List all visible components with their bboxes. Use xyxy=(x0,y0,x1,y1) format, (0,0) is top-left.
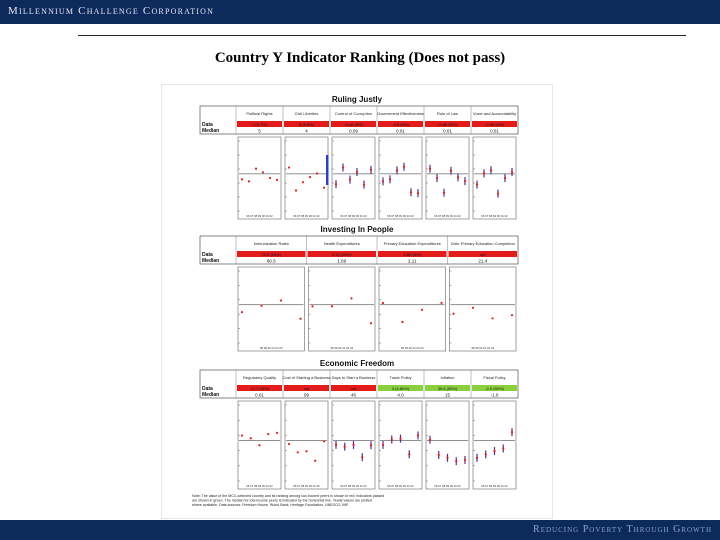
economic-freedom-data-point xyxy=(241,434,243,436)
ruling-justly-data-point xyxy=(457,176,459,178)
ruling-justly-data-point xyxy=(483,172,485,174)
investing-in-people-data-point xyxy=(280,299,282,301)
ruling-justly-median-value: 0.09 xyxy=(349,128,358,134)
ruling-justly-median-value: 4 xyxy=(305,128,308,134)
economic-freedom-data-point xyxy=(370,444,372,446)
investing-in-people-row-data-label: Data xyxy=(202,252,213,258)
investing-in-people-data-point xyxy=(241,311,243,313)
ruling-justly-data-point xyxy=(288,166,290,168)
investing-in-people-data-point xyxy=(452,313,454,315)
ruling-justly-median-value: 0.01 xyxy=(490,128,499,134)
investing-in-people-median-value: 2.11 xyxy=(408,258,417,264)
economic-freedom-plot-panel xyxy=(379,401,422,489)
investing-in-people-data-point xyxy=(401,321,403,323)
ruling-justly-data-point xyxy=(316,172,318,174)
ruling-justly-col-label: Rule of Law xyxy=(436,111,459,116)
economic-freedom-plot-panel xyxy=(426,401,469,489)
ruling-justly-data-point xyxy=(450,170,452,172)
ruling-justly-data-point xyxy=(429,168,431,170)
investing-in-people-median-value: 80.5 xyxy=(266,258,276,264)
economic-freedom-data-value: -0.71 (8%) xyxy=(250,386,269,391)
economic-freedom-data-point xyxy=(361,456,363,458)
economic-freedom-x-tick-label: 96 97 98 99 00 01 02 xyxy=(340,484,367,488)
investing-in-people-data-value: 0.70 (18%) xyxy=(331,252,352,257)
economic-freedom-median-value: 46 xyxy=(350,392,357,398)
ruling-justly-data-value: -0.88 (5%) xyxy=(438,122,457,127)
investing-in-people-plot-panel xyxy=(450,267,517,351)
economic-freedom-x-tick-label: 96 97 98 99 00 01 02 xyxy=(434,484,461,488)
economic-freedom-col-label: Inflation xyxy=(440,375,455,380)
ruling-justly-data-point xyxy=(403,166,405,168)
footer-bar xyxy=(0,520,720,540)
investing-in-people-data-point xyxy=(260,305,262,307)
investing-in-people-data-point xyxy=(440,302,442,304)
economic-freedom-data-point xyxy=(250,437,252,439)
ruling-justly-data-point xyxy=(443,192,445,194)
ruling-justly-plot-panel xyxy=(332,137,375,219)
economic-freedom-title: Economic Freedom xyxy=(319,359,395,368)
investing-in-people-data-point xyxy=(370,322,372,324)
investing-in-people-median-value: 1.69 xyxy=(337,258,347,264)
investing-in-people-x-tick-label: 98 99 00 01 02 03 xyxy=(330,346,354,350)
ruling-justly-data-point xyxy=(396,169,398,171)
economic-freedom-data-point xyxy=(502,447,504,449)
economic-freedom-data-point xyxy=(258,444,260,446)
ruling-justly-col-label: Civil Liberties xyxy=(294,111,319,116)
investing-in-people-col-label: Immunization Rates xyxy=(253,241,289,246)
ruling-justly-data-point xyxy=(349,178,351,180)
economic-freedom-data-point xyxy=(391,438,393,440)
economic-freedom-data-point xyxy=(344,446,346,448)
investing-in-people-data-point xyxy=(511,314,513,316)
ruling-justly-plot-panel xyxy=(285,137,328,219)
ruling-justly-x-tick-label: 96 97 98 99 00 01 02 xyxy=(387,214,414,218)
economic-freedom-data-point xyxy=(464,459,466,461)
economic-freedom-data-value: n/a xyxy=(350,386,357,391)
economic-freedom-data-point xyxy=(305,450,307,452)
investing-in-people-data-value: n/a xyxy=(479,252,486,257)
economic-freedom-data-point xyxy=(485,453,487,455)
ruling-justly-row-data-label: Data xyxy=(202,122,213,128)
economic-freedom-median-value: 15 xyxy=(444,392,451,398)
economic-freedom-data-value: -2.0 (50%) xyxy=(485,386,504,391)
ruling-justly-plot-panel xyxy=(473,137,516,219)
ruling-justly-x-tick-label: 96 97 98 99 00 01 02 xyxy=(481,214,508,218)
investing-in-people-plot-panel xyxy=(309,267,376,351)
investing-in-people-data-point xyxy=(491,317,493,319)
slide-title: Country Y Indicator Ranking (Does not pass) xyxy=(214,50,506,66)
economic-freedom-data-point xyxy=(335,444,337,446)
investing-in-people-plot-panel xyxy=(379,267,446,351)
economic-freedom-plot-panel xyxy=(473,401,516,489)
economic-freedom-x-tick-label: 96 97 98 99 00 01 02 xyxy=(387,484,414,488)
footnote-line: where available. Data sources: Freedom House, World Bank, Heritage Foundation, UNESCO, IMF. xyxy=(192,503,350,508)
investing-in-people-col-label: Health Expenditures xyxy=(323,241,360,246)
economic-freedom-data-point xyxy=(493,450,495,452)
ruling-justly-col-label: Control of Corruption xyxy=(334,111,373,116)
investing-in-people-x-tick-label: 98 99 00 01 02 03 xyxy=(259,346,283,350)
economic-freedom-x-tick-label: 96 97 98 99 00 01 02 xyxy=(246,484,273,488)
economic-freedom-data-point xyxy=(399,438,401,440)
ruling-justly-data-value: 6 (5,8%) xyxy=(298,122,315,127)
ruling-justly-data-point xyxy=(335,183,337,185)
ruling-justly-row-median-label: Median xyxy=(202,128,220,134)
indicator-figure xyxy=(162,85,552,518)
economic-freedom-data-value: n/a xyxy=(303,386,310,391)
ruling-justly-data-point xyxy=(262,171,264,173)
economic-freedom-data-point xyxy=(382,444,384,446)
ruling-justly-data-point xyxy=(295,189,297,191)
economic-freedom-data-point xyxy=(511,431,513,433)
header-bar xyxy=(0,0,720,24)
investing-in-people-title: Investing In People xyxy=(320,225,394,234)
economic-freedom-median-value: 99 xyxy=(303,392,310,398)
org-name: Millennium Challenge Corporation xyxy=(8,5,215,17)
economic-freedom-data-point xyxy=(276,432,278,434)
footnote-line: are shown in green. The median for low-income peers is indicated by the horizontal line. Yearly values are plotted xyxy=(192,498,372,503)
economic-freedom-x-tick-label: 96 97 98 99 00 01 02 xyxy=(481,484,508,488)
economic-freedom-data-point xyxy=(476,457,478,459)
ruling-justly-data-point xyxy=(356,171,358,173)
ruling-justly-data-point xyxy=(464,180,466,182)
economic-freedom-row-median-label: Median xyxy=(202,392,220,398)
economic-freedom-data-point xyxy=(408,453,410,455)
ruling-justly-data-point xyxy=(248,180,250,182)
ruling-justly-plot-panel xyxy=(379,137,422,219)
ruling-justly-data-point xyxy=(436,177,438,179)
investing-in-people-data-point xyxy=(331,305,333,307)
investing-in-people-col-label: Girls' Primary Education Completion xyxy=(450,241,515,246)
ruling-justly-x-tick-label: 96 97 98 99 00 01 02 xyxy=(340,214,367,218)
ruling-justly-median-value: 0.01 xyxy=(396,128,405,134)
economic-freedom-median-value: 4.0 xyxy=(397,392,404,398)
economic-freedom-median-value: 0.01 xyxy=(255,392,264,398)
footnote-line: Note: The value of the MCC-selected country and its ranking among low-income peers is shown in red; indicators passed xyxy=(192,494,385,498)
ruling-justly-data-point xyxy=(417,192,419,194)
title-rule xyxy=(78,35,686,36)
economic-freedom-col-label: Trade Policy xyxy=(389,375,412,380)
investing-in-people-data-point xyxy=(421,309,423,311)
economic-freedom-data-point xyxy=(288,443,290,445)
ruling-justly-data-value: -0.46 (8%) xyxy=(344,122,363,127)
ruling-justly-x-tick-label: 96 97 98 99 00 01 02 xyxy=(246,214,273,218)
investing-in-people-data-value: 70.0 (15%) xyxy=(261,252,282,257)
economic-freedom-col-label: Cost of Starting a Business xyxy=(282,375,331,380)
ruling-justly-median-value: 5 xyxy=(258,128,261,134)
economic-freedom-data-point xyxy=(429,439,431,441)
economic-freedom-col-label: Regulatory Quality xyxy=(243,375,276,380)
ruling-justly-data-value: -0.56 (8%) xyxy=(485,122,504,127)
ruling-justly-data-point xyxy=(276,179,278,181)
ruling-justly-data-point xyxy=(504,177,506,179)
economic-freedom-median-value: -1.0 xyxy=(490,392,499,398)
investing-in-people-data-point xyxy=(311,305,313,307)
ruling-justly-data-point xyxy=(302,181,304,183)
footer-tagline: Reducing Poverty Through Growth xyxy=(533,524,712,535)
ruling-justly-data-value: 7 (6,7%) xyxy=(251,122,268,127)
investing-in-people-data-point xyxy=(382,302,384,304)
investing-in-people-data-point xyxy=(350,297,352,299)
ruling-justly-data-point xyxy=(382,180,384,182)
economic-freedom-plot-panel xyxy=(285,401,328,489)
ruling-justly-plot-panel xyxy=(426,137,469,219)
economic-freedom-col-label: Fiscal Policy xyxy=(483,375,506,380)
indicator-figure-svg xyxy=(162,85,552,518)
investing-in-people-data-point xyxy=(472,307,474,309)
ruling-justly-col-label: Political Rights xyxy=(246,111,273,116)
economic-freedom-data-point xyxy=(455,460,457,462)
ruling-justly-plot-panel xyxy=(238,137,281,219)
economic-freedom-data-point xyxy=(446,457,448,459)
investing-in-people-col-label: Primary Education Expenditures xyxy=(383,241,441,246)
ruling-justly-data-point xyxy=(497,192,499,194)
ruling-justly-col-label: Voice and Accountability xyxy=(472,111,517,116)
ruling-justly-data-point xyxy=(370,169,372,171)
highlight-bar xyxy=(326,155,329,185)
economic-freedom-data-point xyxy=(438,454,440,456)
ruling-justly-data-point xyxy=(255,168,257,170)
ruling-justly-data-point xyxy=(476,183,478,185)
ruling-justly-data-point xyxy=(323,187,325,189)
ruling-justly-data-point xyxy=(490,169,492,171)
ruling-justly-title: Ruling Justly xyxy=(331,95,383,104)
investing-in-people-data-point xyxy=(299,318,301,320)
investing-in-people-plot-panel xyxy=(238,267,305,351)
economic-freedom-data-value: 35.6 (55%) xyxy=(437,386,458,391)
ruling-justly-data-point xyxy=(309,176,311,178)
ruling-justly-data-value: -0.5 (8%) xyxy=(392,122,409,127)
ruling-justly-x-tick-label: 96 97 98 99 00 01 02 xyxy=(293,214,320,218)
economic-freedom-data-point xyxy=(417,434,419,436)
ruling-justly-median-value: 0.01 xyxy=(443,128,452,134)
ruling-justly-data-point xyxy=(389,178,391,180)
investing-in-people-x-tick-label: 98 99 00 01 02 03 xyxy=(400,346,424,350)
economic-freedom-data-point xyxy=(267,433,269,435)
economic-freedom-col-label: Days to Start a Business xyxy=(331,375,376,380)
economic-freedom-data-point xyxy=(323,440,325,442)
investing-in-people-median-value: 21.4 xyxy=(478,258,488,264)
economic-freedom-data-point xyxy=(314,460,316,462)
ruling-justly-data-point xyxy=(410,191,412,193)
ruling-justly-col-label: Government Effectiveness xyxy=(377,111,424,116)
investing-in-people-x-tick-label: 98 99 00 01 02 03 xyxy=(471,346,495,350)
ruling-justly-data-point xyxy=(342,166,344,168)
ruling-justly-data-point xyxy=(241,178,243,180)
economic-freedom-data-point xyxy=(352,444,354,446)
ruling-justly-data-point xyxy=(363,183,365,185)
economic-freedom-data-value: 3 (4.80%) xyxy=(391,386,410,391)
economic-freedom-row-data-label: Data xyxy=(202,386,213,392)
ruling-justly-data-point xyxy=(269,177,271,179)
investing-in-people-data-value: 0.54 (5%) xyxy=(403,252,421,257)
investing-in-people-row-median-label: Median xyxy=(202,258,220,264)
economic-freedom-data-point xyxy=(297,451,299,453)
economic-freedom-x-tick-label: 96 97 98 99 00 01 02 xyxy=(293,484,320,488)
footnote xyxy=(192,494,384,507)
ruling-justly-x-tick-label: 96 97 98 99 00 01 02 xyxy=(434,214,461,218)
ruling-justly-data-point xyxy=(511,171,513,173)
